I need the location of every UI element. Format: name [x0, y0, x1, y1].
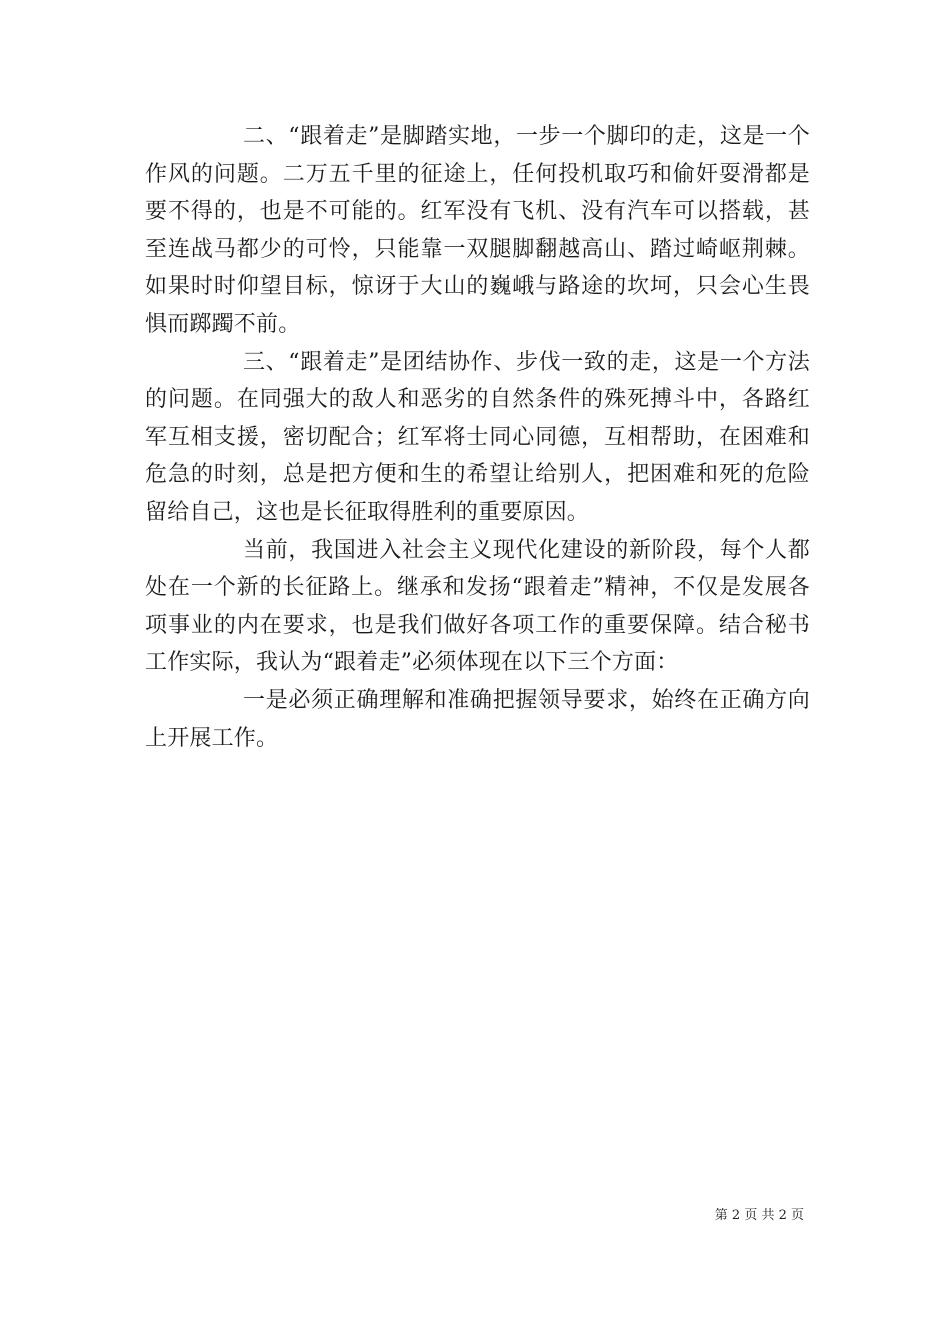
paragraph-current: 当前，我国进入社会主义现代化建设的新阶段，每个人都处在一个新的长征路上。继承和发扬“跟着走”精神，不仅是发展各项事业的内在要求，也是我们做好各项工作的重要保障。结合秘书工作实际，我认为“跟着走”必须体现在以下三个方面：: [145, 537, 810, 676]
paragraph-2: 二、“跟着走”是脚踏实地，一步一个脚印的走，这是一个作风的问题。二万五千里的征途上，任何投机取巧和偷奸耍滑都是要不得的，也是不可能的。红军没有飞机、没有汽车可以搭载，甚至连战马都少的可怜，只能靠一双腿脚翻越高山、踏过崎岖荆棘。如果时时仰望目标，惊讶于大山的巍峨与路途的坎坷，只会心生畏惧而踯躅不前。: [145, 124, 810, 337]
document-body: [145, 118, 810, 757]
page-number: 第 2 页 共 2 页: [714, 1208, 804, 1223]
paragraph-3: 三、“跟着走”是团结协作、步伐一致的走，这是一个方法的问题。在同强大的敌人和恶劣的自然条件的殊死搏斗中，各路红军互相支援，密切配合；红军将士同心同德，互相帮助，在困难和危急的时刻，总是把方便和生的希望让给别人，把困难和死的危险留给自己，这也是长征取得胜利的重要原因。: [145, 349, 810, 525]
paragraph-point-one: 一是必须正确理解和准确把握领导要求，始终在正确方向上开展工作。: [145, 687, 810, 751]
